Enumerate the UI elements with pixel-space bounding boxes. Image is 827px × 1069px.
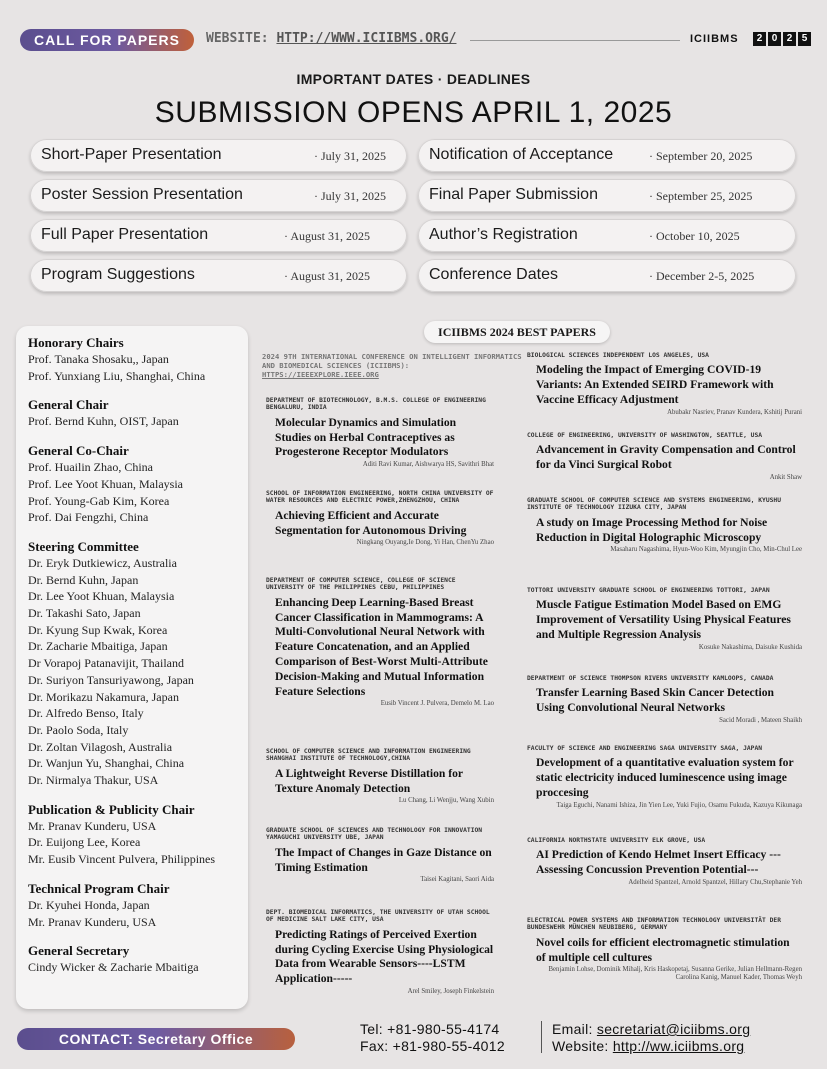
best-paper-entry — [527, 587, 802, 652]
committee-member: Prof. Bernd Kuhn, OIST, Japan — [28, 414, 179, 429]
best-paper-entry — [527, 745, 802, 810]
committee-member: Mr. Pranav Kunderu, USA — [28, 914, 157, 929]
paper-institution: FACULTY OF SCIENCE AND ENGINEERING SAGA UNIVERSITY SAGA, JAPAN — [527, 745, 763, 752]
best-paper-entry — [266, 827, 494, 884]
contact-badge: CONTACT: Secretary Office — [17, 1028, 295, 1050]
header-website-label: WEBSITE: — [206, 31, 269, 46]
footer-tel: Tel: +81-980-55-4174 — [360, 1021, 500, 1037]
committee-member: Cindy Wicker & Zacharie Mbaitiga — [28, 960, 199, 975]
header-website-link[interactable]: HTTP://WWW.ICIIBMS.ORG/ — [276, 31, 457, 46]
paper-authors: Aditi Ravi Kumar, Aishwarya HS, Savithri Bhat — [362, 461, 494, 469]
deadline-label: Conference Dates — [429, 266, 558, 283]
paper-authors: Kosuke Nakashima, Daisuke Kushida — [698, 643, 802, 651]
committee-member: Dr. Kyuhei Honda, Japan — [28, 897, 150, 912]
deadline-date: · August 31, 2025 — [284, 269, 371, 283]
conference-link[interactable]: HTTPS://IEEEXPLORE.IEEE.ORG — [262, 370, 379, 379]
paper-institution: GRADUATE SCHOOL OF COMPUTER SCIENCE AND SYSTEMS ENGINEERING, KYUSHU INSTITUTE OF TECHNOLOGY IIZUKA CITY, JAPAN — [527, 497, 782, 512]
paper-title: The Impact of Changes in Gaze Distance on Timing Estimation — [275, 845, 492, 874]
committee-section — [28, 539, 248, 789]
top-bar — [0, 0, 827, 60]
deadline-label: Program Suggestions — [41, 266, 195, 283]
brand-name: ICIIBMS — [690, 33, 739, 45]
conference-note-text: 2024 9TH INTERNATIONAL CONFERENCE ON INTELLIGENT INFORMATICS AND BIOMEDICAL SCIENCES (ICIIBMS): — [262, 352, 522, 370]
committee-member: Mr. Pranav Kunderu, USA — [28, 818, 157, 833]
paper-title: Molecular Dynamics and Simulation Studies on Herbal Contraceptives as Progesterone Receptor Modulators — [275, 415, 457, 459]
committee-member: Dr. Bernd Kuhn, Japan — [28, 572, 139, 587]
committee-section — [28, 943, 248, 976]
committee-member: Dr. Wanjun Yu, Shanghai, China — [28, 756, 185, 771]
paper-title: Transfer Learning Based Skin Cancer Detection Using Convolutional Neural Networks — [536, 686, 774, 715]
committee-section — [28, 397, 248, 430]
committee-member: Dr. Zacharie Mbaitiga, Japan — [28, 639, 168, 654]
committee-member: Prof. Tanaka Shosaku,, Japan — [28, 352, 169, 366]
deadline-label: Full Paper Presentation — [41, 226, 209, 243]
deadline-pill — [30, 259, 407, 292]
committee-panel — [16, 326, 248, 1009]
paper-authors: Abubakr Nasriev, Pranav Kundera, Kshitij Purani — [667, 408, 802, 416]
paper-institution: DEPARTMENT OF COMPUTER SCIENCE, COLLEGE OF SCIENCE UNIVERSITY OF THE PHILIPPINES CEBU, PHILIPPINES — [266, 577, 456, 592]
footer-website — [552, 1038, 744, 1054]
deadline-label: Poster Session Presentation — [41, 186, 243, 203]
paper-authors: Lu Chang, Li Wenjju, Wang Xubin — [398, 797, 494, 805]
deadline-pill — [418, 259, 796, 292]
paper-title: Modeling the Impact of Emerging COVID-19 Variants: An Extended SEIRD Framework with Vaccine Efficacy Adjustment — [536, 363, 774, 406]
footer-fax: Fax: +81-980-55-4012 — [360, 1038, 505, 1054]
committee-member: Dr. Nirmalya Thakur, USA — [28, 773, 159, 788]
best-paper-entry — [266, 909, 494, 996]
committee-member: Prof. Dai Fengzhi, China — [28, 510, 149, 525]
footer-email-label: Email: — [552, 1021, 593, 1037]
paper-title: Predicting Ratings of Perceived Exertion during Cycling Exercise Using Physiological Data from Wearable Sensors----LSTM Application----- — [275, 927, 494, 986]
deadline-label: Final Paper Submission — [429, 186, 598, 203]
best-paper-entry — [527, 352, 802, 417]
committee-member: Dr. Morikazu Nakamura, Japan — [28, 689, 179, 704]
footer-website-link[interactable]: http://ww.iciibms.org — [612, 1038, 745, 1054]
deadline-date: · August 31, 2025 — [284, 229, 371, 243]
best-paper-entry — [527, 837, 802, 887]
paper-institution: DEPARTMENT OF SCIENCE THOMPSON RIVERS UNIVERSITY KAMLOOPS, CANADA — [527, 675, 774, 682]
paper-authors: Eusib Vincent J. Pulvera, Demelo M. Lao — [380, 700, 494, 708]
committee-section-title: General Chair — [28, 397, 109, 413]
paper-title: Achieving Efficient and Accurate Segmentation for Autonomous Driving — [275, 508, 467, 537]
committee-member: Dr Vorapoj Patanavijit, Thailand — [28, 656, 184, 671]
committee-member: Dr. Suriyon Tansuriyawong, Japan — [28, 672, 194, 687]
deadline-label: Notification of Acceptance — [429, 146, 614, 163]
committee-section-title: Honorary Chairs — [28, 335, 124, 350]
deadline-pill — [418, 139, 796, 172]
paper-institution: SCHOOL OF INFORMATION ENGINEERING, NORTH CHINA UNIVERSITY OF WATER RESOURCES AND ELECTRIC POWER,ZHENGZHOU, CHINA — [266, 490, 494, 505]
deadline-date: · December 2-5, 2025 — [649, 269, 755, 283]
committee-member: Dr. Paolo Soda, Italy — [28, 722, 129, 737]
committee-member: Prof. Young-Gab Kim, Korea — [28, 493, 170, 508]
best-paper-entry — [266, 748, 494, 805]
best-paper-entry — [527, 917, 802, 982]
committee-member: Dr. Takashi Sato, Japan — [28, 606, 141, 621]
committee-section — [28, 802, 248, 868]
committee-member: Prof. Huailin Zhao, China — [28, 460, 153, 475]
deadline-date: · July 31, 2025 — [314, 189, 386, 203]
committee-section — [28, 443, 248, 526]
paper-title: A study on Image Processing Method for Noise Reduction in Digital Holographic Microscopy — [536, 515, 768, 544]
paper-title: Novel coils for efficient electromagnetic stimulation of multiple cell cultures — [536, 935, 790, 964]
best-papers-badge: ICIIBMS 2024 BEST PAPERS — [424, 321, 610, 343]
footer-divider — [541, 1021, 542, 1053]
committee-member: Dr. Euijong Lee, Korea — [28, 835, 141, 850]
year-digit: 2 — [783, 32, 796, 46]
footer-email-link[interactable]: secretariat@iciibms.org — [596, 1021, 751, 1037]
deadline-pill — [30, 179, 407, 212]
important-dates-heading: IMPORTANT DATES · DEADLINES — [296, 71, 531, 87]
committee-member: Mr. Eusib Vincent Pulvera, Philippines — [28, 852, 216, 867]
year-boxes — [753, 32, 811, 46]
paper-title: A Lightweight Reverse Distillation for Texture Anomaly Detection — [275, 766, 463, 795]
header-divider — [470, 40, 680, 41]
deadline-date: · September 20, 2025 — [649, 149, 753, 163]
paper-institution: SCHOOL OF COMPUTER SCIENCE AND INFORMATION ENGINEERING SHANGHAI INSTITUTE OF TECHNOLOGY,CHINA — [266, 748, 471, 763]
paper-title: Muscle Fatigue Estimation Model Based on EMG Improvement of Versatility Using Physical Features and Multiple Regression Analysis — [536, 598, 791, 641]
paper-authors: Taisei Kagitani, Saori Aida — [420, 876, 494, 884]
deadline-date: · October 10, 2025 — [649, 229, 740, 243]
paper-authors: Masaharu Nagashima, Hyun-Woo Kim, Myungjin Cho, Min-Chul Lee — [610, 546, 802, 554]
paper-title: Development of a quantitative evaluation system for static electricity induced luminescence using image proccesing — [536, 756, 794, 799]
committee-member: Dr. Eryk Dutkiewicz, Australia — [28, 555, 177, 570]
best-paper-entry — [266, 490, 494, 547]
committee-section-title: Technical Program Chair — [28, 880, 170, 896]
committee-section-title: General Co-Chair — [28, 443, 129, 459]
committee-member: Prof. Lee Yoot Khuan, Malaysia — [28, 476, 183, 491]
committee-member: Dr. Zoltan Vilagosh, Australia — [28, 739, 173, 754]
paper-authors: Arel Smiley, Joseph Finkelstein — [407, 988, 494, 995]
committee-section — [28, 335, 248, 384]
paper-title: Enhancing Deep Learning-Based Breast Cancer Classification in Mammograms: A Multi-Convolutional Neural Network with Feature Concatenation, and an Applied Comparison of Best-Worst Multi-Attribute Decision-Making and Mutual Information Feature Selections — [275, 595, 488, 698]
committee-member: Dr. Lee Yoot Khuan, Malaysia — [28, 589, 175, 604]
committee-member: Dr. Kyung Sup Kwak, Korea — [28, 622, 168, 637]
paper-authors: Adelheid Spantzel, Arnold Spantzel, Hillary Chu,Stephanie Yeh — [628, 879, 802, 886]
year-digit: 0 — [768, 32, 781, 46]
deadline-date: · September 25, 2025 — [649, 189, 753, 203]
committee-member: Prof. Yunxiang Liu, Shanghai, China — [28, 368, 206, 383]
best-paper-entry — [527, 432, 802, 482]
paper-authors: Taiga Eguchi, Nanami Ishiza, Jin Yien Lee, Yuki Fujio, Osamu Fukuda, Kazuya Kikunaga — [556, 801, 802, 809]
deadline-date: · July 31, 2025 — [314, 149, 386, 163]
deadline-label: Author’s Registration — [429, 226, 578, 243]
year-digit: 5 — [798, 32, 811, 46]
paper-authors: Ankit Shaw — [769, 474, 802, 481]
submission-opens-title: SUBMISSION OPENS APRIL 1, 2025 — [154, 96, 673, 129]
paper-authors: Sacid Moradi , Mateen Shaikh — [719, 717, 802, 724]
best-paper-entry — [527, 675, 802, 725]
deadline-label: Short-Paper Presentation — [41, 146, 222, 163]
footer-website-label: Website: — [552, 1038, 609, 1054]
deadline-pill — [30, 139, 407, 172]
call-for-papers-badge: CALL FOR PAPERS — [20, 29, 194, 51]
deadline-pill — [418, 179, 796, 212]
best-paper-entry — [266, 577, 494, 708]
conference-note — [262, 352, 522, 379]
paper-institution: BIOLOGICAL SCIENCES INDEPENDENT LOS ANGELES, USA — [527, 352, 709, 359]
paper-institution: CALIFORNIA NORTHSTATE UNIVERSITY ELK GROVE, USA — [527, 837, 706, 844]
committee-member: Dr. Alfredo Benso, Italy — [28, 706, 144, 721]
paper-institution: ELECTRICAL POWER SYSTEMS AND INFORMATION TECHNOLOGY UNIVERSITÄT DER BUNDESWEHR MÜNCHEN NEUBIBERG, GERMANY — [527, 917, 782, 932]
paper-authors: Ningkang Ouyang,Ie Dong, Yi Han, ChenYu Zhao — [356, 539, 494, 547]
paper-title: AI Prediction of Kendo Helmet Insert Efficacy ---Assessing Concussion Prevention Potential--- — [536, 848, 781, 877]
paper-institution: TOTTORI UNIVERSITY GRADUATE SCHOOL OF ENGINEERING TOTTORI, JAPAN — [527, 587, 770, 594]
header-website — [206, 31, 456, 46]
paper-institution: DEPT. BIOMEDICAL INFORMATICS, THE UNIVERSITY OF UTAH SCHOOL OF MEDICINE SALT LAKE CITY, USA — [266, 909, 490, 924]
best-paper-entry — [527, 497, 802, 554]
best-paper-entry — [266, 397, 494, 469]
paper-institution: DEPARTMENT OF BIOTECHNOLOGY, B.M.S. COLLEGE OF ENGINEERING BENGALURU, INDIA — [266, 397, 486, 412]
paper-institution: GRADUATE SCHOOL OF SCIENCES AND TECHNOLOGY FOR INNOVATION YAMAGUCHI UNIVERSITY UBE, JAPAN — [266, 827, 483, 842]
paper-title: Advancement in Gravity Compensation and Control for da Vinci Surgical Robot — [536, 443, 796, 472]
committee-section-title: Publication & Publicity Chair — [28, 801, 195, 817]
footer-email — [552, 1021, 750, 1037]
committee-section-title: Steering Committee — [28, 538, 139, 554]
committee-section-title: General Secretary — [28, 943, 130, 959]
deadline-pill — [418, 219, 796, 252]
paper-authors: Benjamin Lohse, Dominik Mihalj, Kris Haskopetaj, Susanna Gerike, Julian Hellmann-Regen Carolina Kanig, Manuel Kader, Thomas Weyh — [548, 966, 802, 982]
deadline-pill — [30, 219, 407, 252]
paper-institution: COLLEGE OF ENGINEERING, UNIVERSITY OF WASHINGTON, SEATTLE, USA — [527, 432, 763, 439]
year-digit: 2 — [753, 32, 766, 46]
committee-section — [28, 881, 248, 930]
